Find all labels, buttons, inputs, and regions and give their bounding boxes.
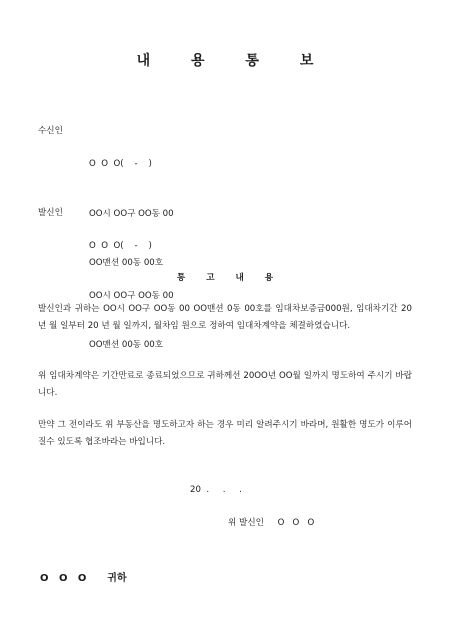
sender-building-line: OO맨션 00동 00호	[89, 340, 164, 350]
recipient-address-line: OO시 OO구 OO동 00	[89, 208, 174, 219]
closing-recipient: O O O 귀하	[40, 573, 127, 584]
recipient-building-line: OO맨션 00동 00호	[89, 258, 164, 268]
section-title: 통 고 내 용	[176, 273, 283, 283]
recipient-label: 수신인	[38, 126, 63, 136]
sender-address-line: OO시 OO구 OO동 00	[89, 290, 174, 301]
body-paragraph-3: 만약 그 전이라도 위 부동산을 명도하고자 하는 경우 미리 알려주시기 바라며, 원활한 명도가 이루어질수 있도록 협조바라는 바입니다.	[38, 420, 412, 447]
sender-label: 발신인	[38, 208, 63, 218]
document-title: 내 용 통 보	[136, 53, 332, 69]
body-paragraph-2: 위 임대차계약은 기간만료로 종료되었으므로 귀하께선 20OO년 OO월 일까지 명도하여 주시기 바랍니다.	[38, 371, 412, 398]
body-paragraph-1: 발신인과 귀하는 OO시 OO구 OO동 00 OO맨션 0동 00호를 임대차보증금000원, 임대차기간 20 년 월 일부터 20 년 월 일까지, 월차임 원으로 정하여 임대차계약을 체결하였습니다.	[38, 304, 412, 331]
recipient-name-line: O O O( - )	[89, 159, 152, 169]
closing-sender: 위 발신인 O O O	[228, 518, 315, 528]
date-line: 20 . . .	[190, 485, 242, 495]
sender-name-line: O O O( - )	[89, 241, 152, 251]
